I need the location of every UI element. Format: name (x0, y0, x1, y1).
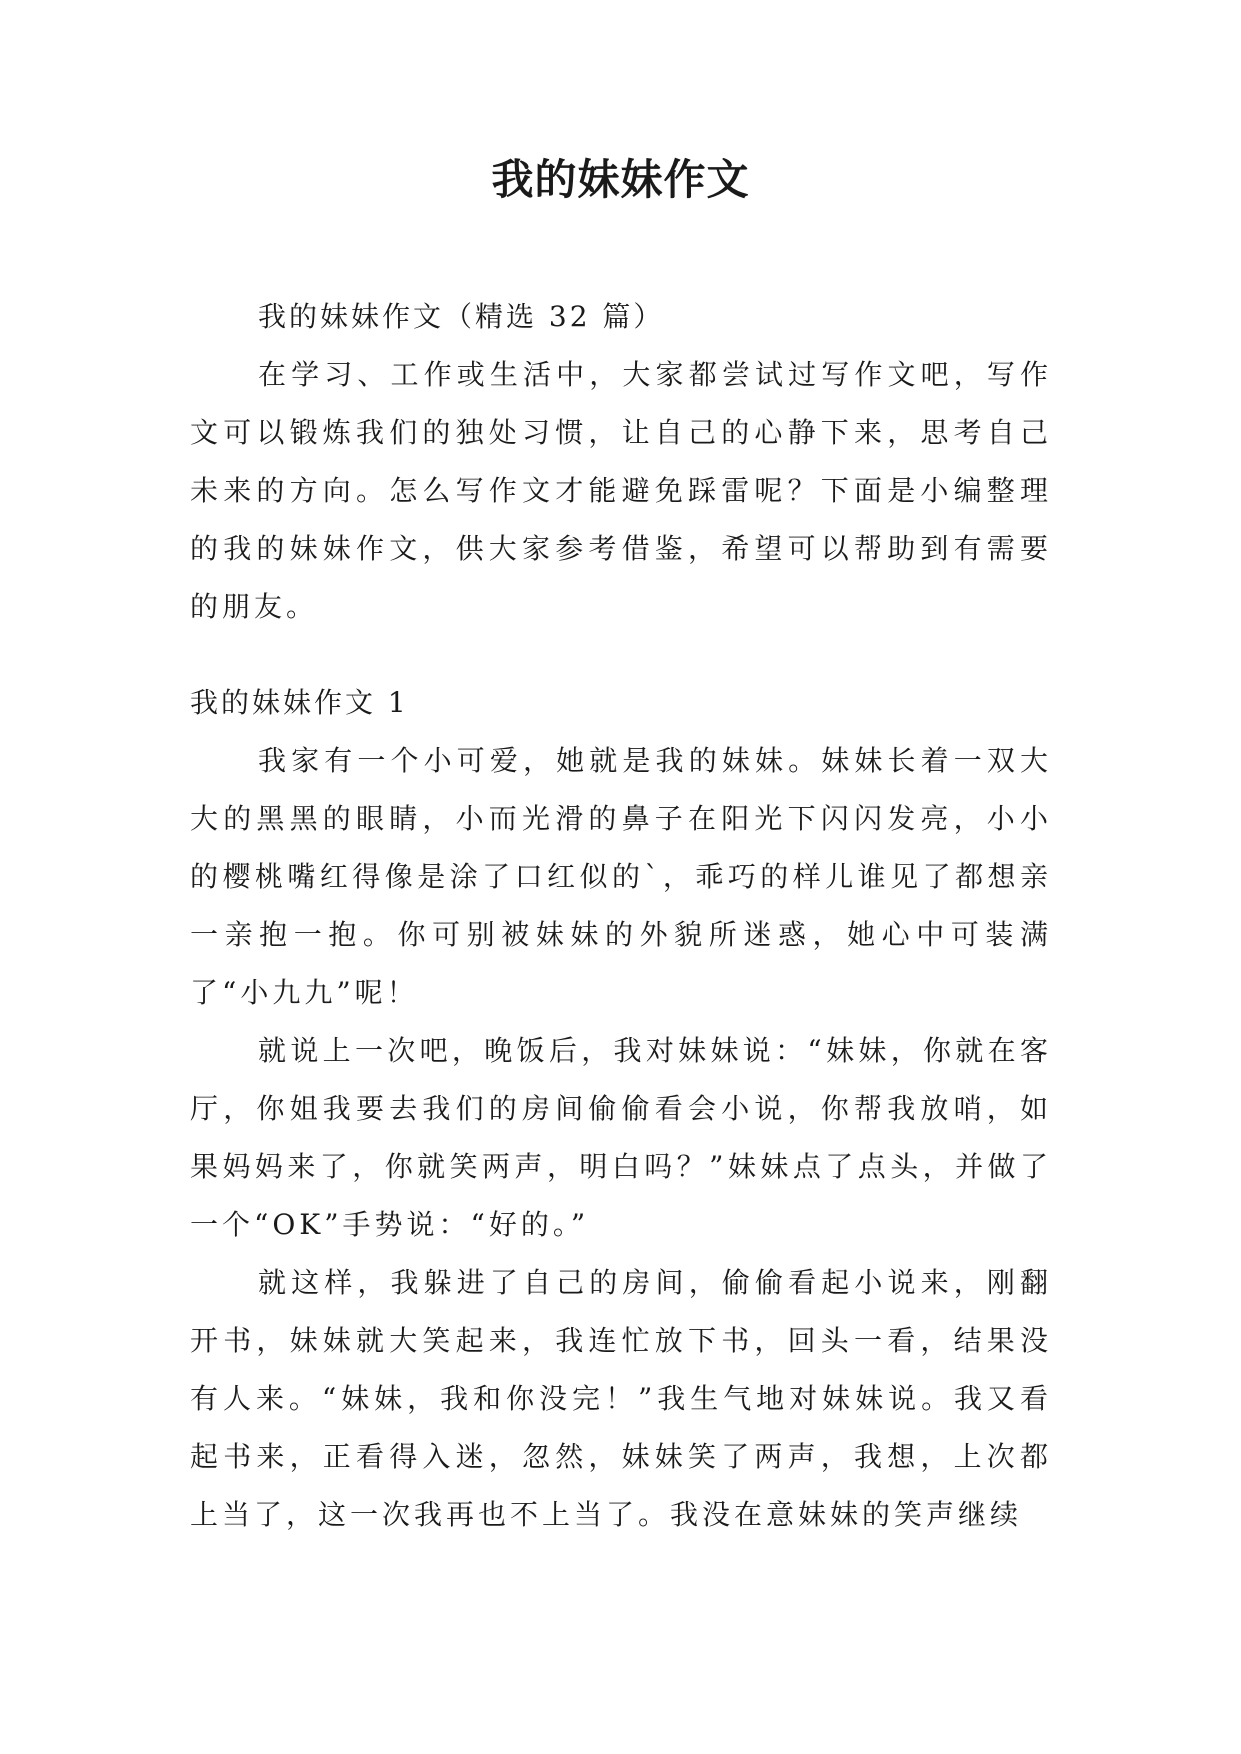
section-heading: 我的妹妹作文 1 (190, 686, 409, 719)
body-paragraph: 我家有一个小可爱，她就是我的妹妹。妹妹长着一双大大的黑黑的眼睛，小而光滑的鼻子在阳光下闪闪发亮，小小的樱桃嘴红得像是涂了口红似的`，乖巧的样儿谁见了都想亲一亲抱一抱。你可别被妹妹的外貌所迷惑，她心中可装满了“小九九”呢！ (190, 744, 1052, 1009)
body-paragraph: 就这样，我躲进了自己的房间，偷偷看起小说来，刚翻开书，妹妹就大笑起来，我连忙放下书，回头一看，结果没有人来。“妹妹，我和你没完！”我生气地对妹妹说。我又看起书来，正看得入迷，忽然，妹妹笑了两声，我想，上次都上当了，这一次我再也不上当了。我没在意妹妹的笑声继续 (190, 1266, 1052, 1531)
intro-paragraph: 在学习、工作或生活中，大家都尝试过写作文吧，写作文可以锻炼我们的独处习惯，让自己的心静下来，思考自己未来的方向。怎么写作文才能避免踩雷呢？下面是小编整理的我的妹妹作文，供大家参考借鉴，希望可以帮助到有需要的朋友。 (190, 358, 1052, 623)
document-body (190, 288, 1052, 1544)
section-spacer (190, 636, 1052, 674)
body-paragraph: 就说上一次吧，晚饭后，我对妹妹说：“妹妹，你就在客厅，你姐我要去我们的房间偷偷看会小说，你帮我放哨，如果妈妈来了，你就笑两声，明白吗？”妹妹点了点头，并做了一个“OK”手势说：“好的。” (190, 1034, 1052, 1241)
document-subtitle: 我的妹妹作文（精选 32 篇） (258, 300, 665, 333)
document-title: 我的妹妹作文 (491, 155, 750, 204)
